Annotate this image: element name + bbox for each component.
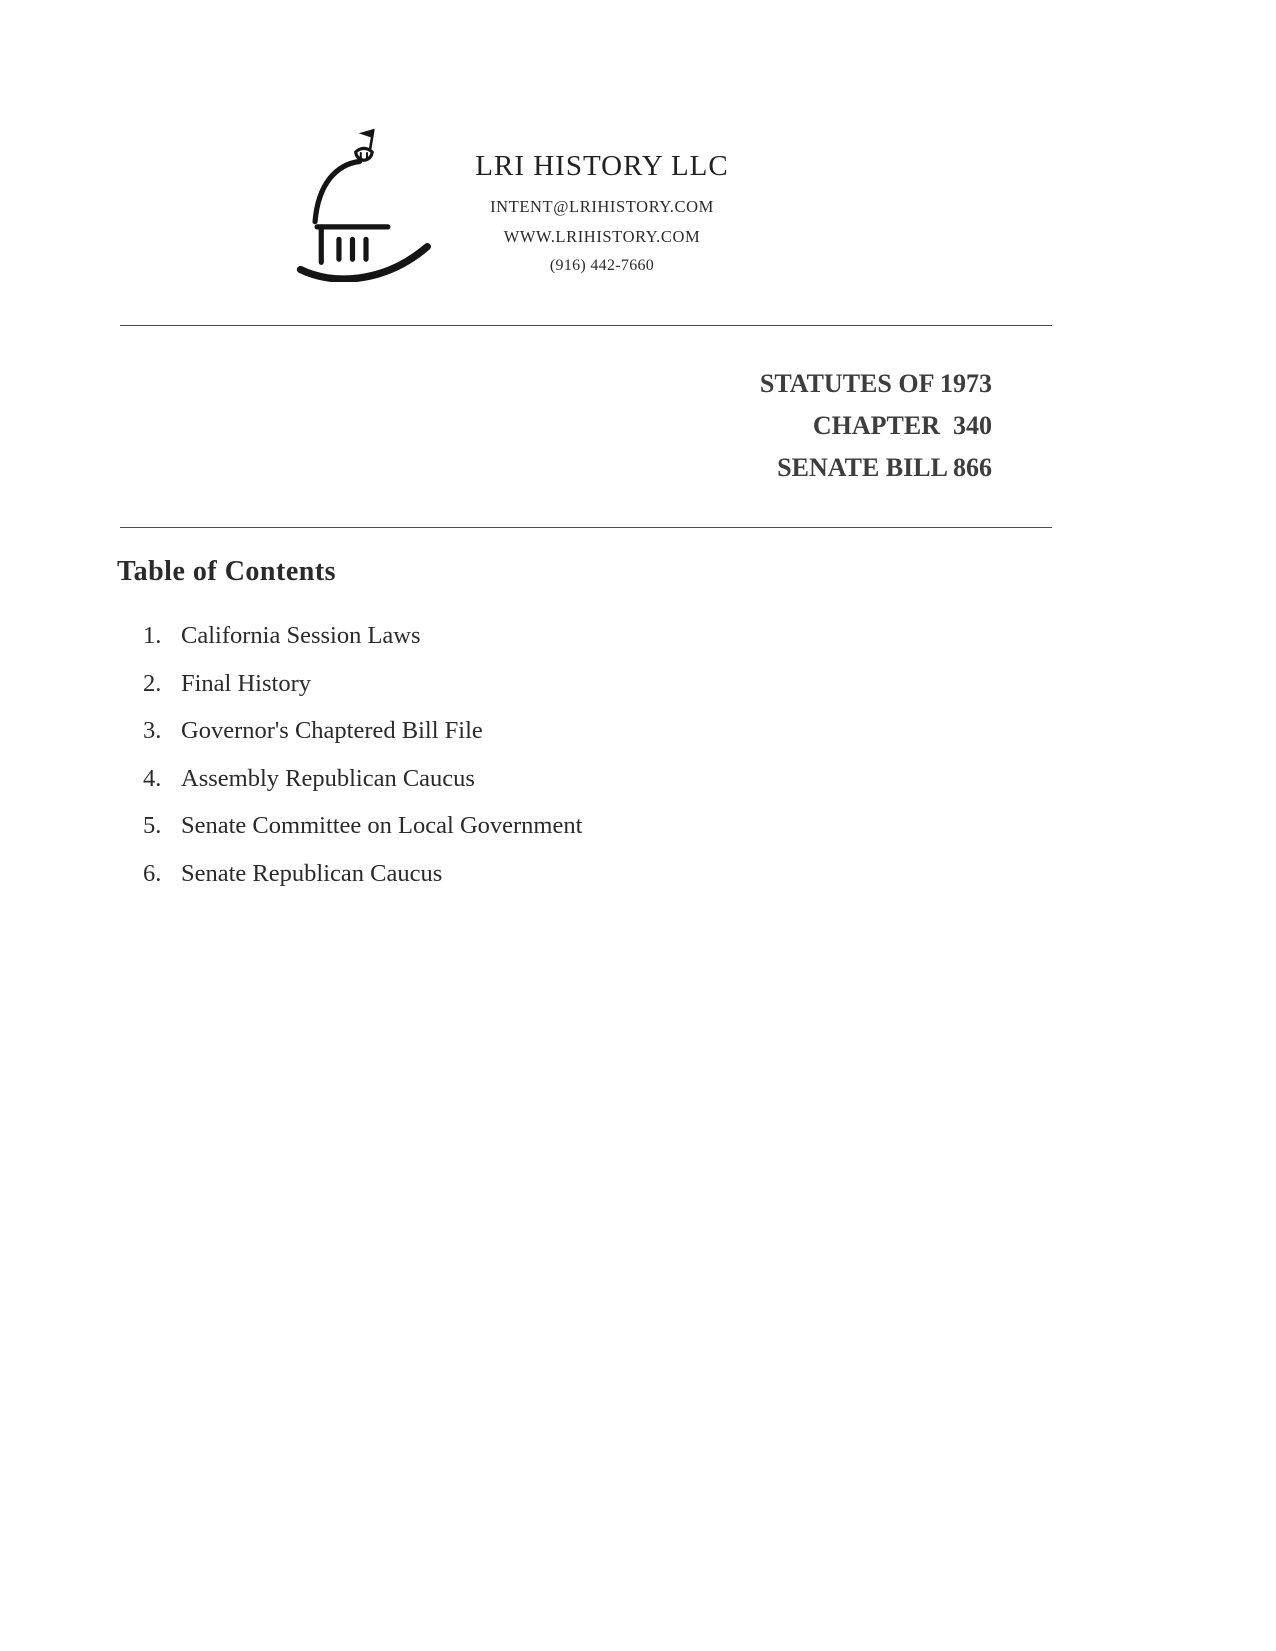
divider-bottom xyxy=(120,527,1052,528)
toc-item-number: 6. xyxy=(143,859,162,887)
chapter-line: CHAPTER 340 xyxy=(812,411,992,440)
toc-item-number: 1. xyxy=(143,622,162,649)
capitol-logo-icon xyxy=(296,126,436,282)
toc-item-label: Assembly Republican Caucus xyxy=(181,764,475,792)
capitol-logo xyxy=(296,126,436,282)
toc-item-label: Final History xyxy=(181,669,311,697)
statute-reference xyxy=(760,363,992,489)
company-header xyxy=(452,150,752,285)
list-item xyxy=(143,765,582,813)
toc-list xyxy=(143,622,582,907)
toc-item-number: 3. xyxy=(143,717,162,744)
company-email: INTENT@LRIHISTORY.COM xyxy=(490,197,714,216)
toc-item-label: Senate Committee on Local Government xyxy=(181,812,583,839)
list-item xyxy=(143,860,582,908)
company-website: WWW.LRIHISTORY.COM xyxy=(503,227,701,246)
toc-item-number: 5. xyxy=(143,812,162,839)
toc-item-label: Senate Republican Caucus xyxy=(181,859,443,887)
toc-item-label: Governor's Chaptered Bill File xyxy=(181,717,483,744)
company-name: LRI HISTORY LLC xyxy=(475,150,729,182)
company-phone: (916) 442-7660 xyxy=(549,257,655,274)
toc-title: Table of Contents xyxy=(117,556,337,587)
list-item xyxy=(143,717,582,765)
list-item xyxy=(143,670,582,718)
toc-item-number: 2. xyxy=(143,669,162,697)
senate-bill-line: SENATE BILL 866 xyxy=(777,453,992,482)
list-item xyxy=(143,812,582,860)
toc-item-label: California Session Laws xyxy=(181,622,421,649)
divider-top xyxy=(120,325,1052,326)
list-item xyxy=(143,622,582,670)
toc-item-number: 4. xyxy=(143,764,162,792)
statutes-line: STATUTES OF 1973 xyxy=(759,369,992,398)
